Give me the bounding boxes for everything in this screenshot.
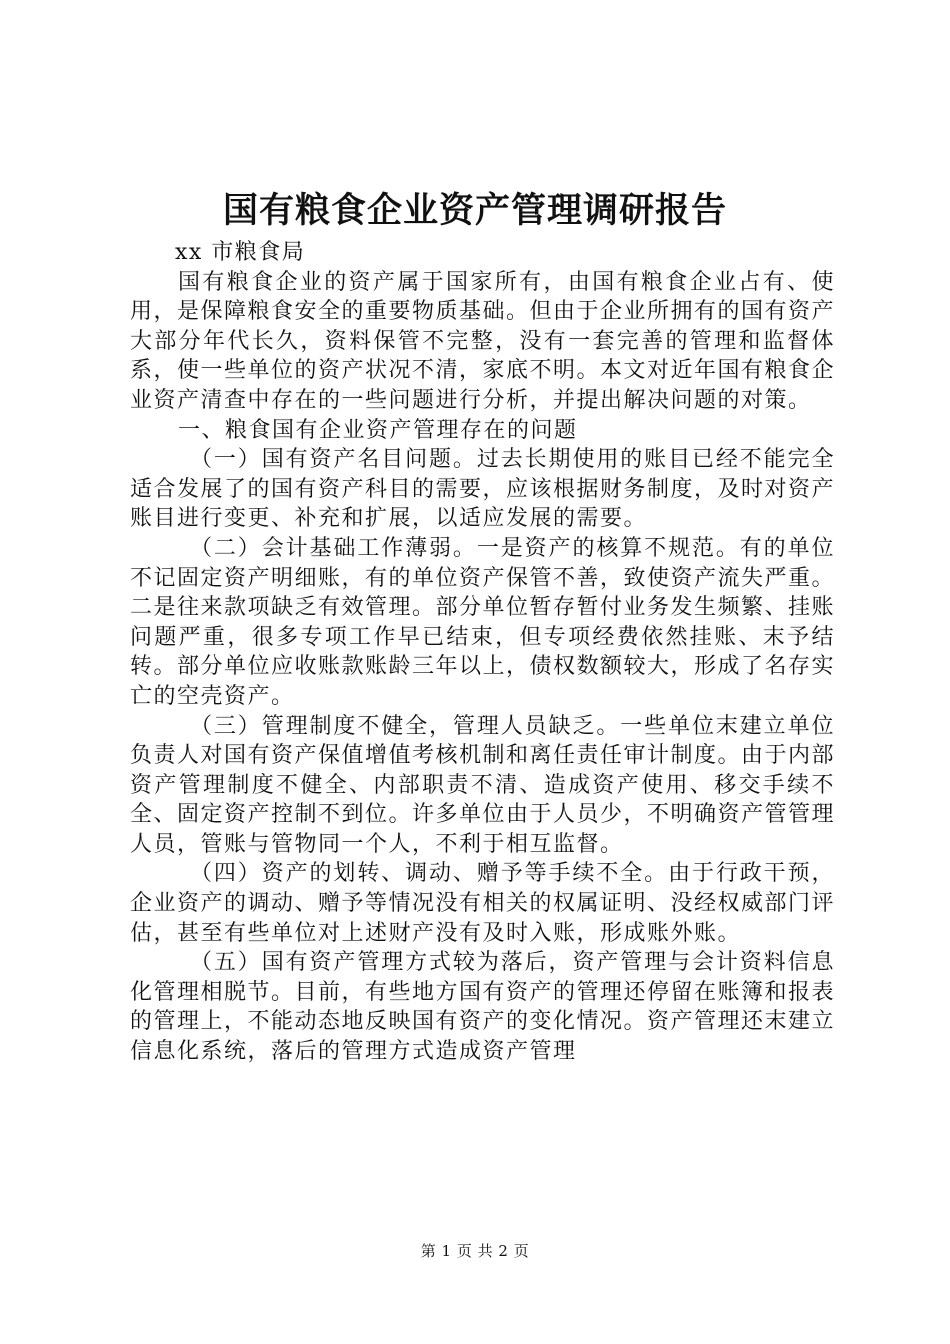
section-heading: 一、粮食国有企业资产管理存在的问题: [178, 417, 578, 443]
intro-paragraph: 国有粮食企业的资产属于国家所有，由国有粮食企业占有、使用，是保障粮食安全的重要物质基础。但由于企业所拥有的国有资产大部分年代长久，资料保管不完整，没有一套完善的管理和监督体系，使一些单位的资产状况不清，家底不明。本文对近年国有粮食企业资产清查中存在的一些问题进行分析，并提出解决问题的对策。: [130, 269, 836, 413]
issue-paragraph-2: （二）会计基础工作薄弱。一是资产的核算不规范。有的单位不记固定资产明细账，有的单位资产保管不善，致使资产流失严重。二是往来款项缺乏有效管理。部分单位暂存暂付业务发生频繁、挂账问题严重，很多专项工作早已结束，但专项经费依然挂账、末予结转。部分单位应收账款账龄三年以上，债权数额较大，形成了名存实亡的空壳资产。: [130, 535, 836, 709]
document-body: [130, 238, 835, 1067]
page-footer: 第 1 页 共 2 页: [420, 1242, 530, 1260]
issue-paragraph-5: （五）国有资产管理方式较为落后，资产管理与会计资料信息化管理相脱节。目前，有些地方国有资产的管理还停留在账簿和报表的管理上，不能动态地反映国有资产的变化情况。资产管理还末建立信息化系统，落后的管理方式造成资产管理: [130, 950, 836, 1065]
page-title: 国有粮食企业资产管理调研报告: [222, 191, 727, 231]
issue-paragraph-4: （四）资产的划转、调动、赠予等手续不全。由于行政干预，企业资产的调动、赠予等情况没有相关的权属证明、没经权威部门评估，甚至有些单位对上述财产没有及时入账，形成账外账。: [130, 861, 836, 946]
author-line: xx 市粮食局: [175, 240, 306, 265]
issue-paragraph-3: （三）管理制度不健全，管理人员缺乏。一些单位末建立单位负责人对国有资产保值增值考核机制和离任责任审计制度。由于内部资产管理制度不健全、内部职责不清、造成资产使用、移交手续不全、固定资产控制不到位。许多单位由于人员少，不明确资产管管理人员，管账与管物同一个人，不利于相互监督。: [130, 713, 836, 857]
issue-paragraph-1: （一）国有资产名目问题。过去长期使用的账目已经不能完全适合发展了的国有资产科目的需要，应该根据财务制度，及时对资产账目进行变更、补充和扩展，以适应发展的需要。: [130, 447, 836, 532]
